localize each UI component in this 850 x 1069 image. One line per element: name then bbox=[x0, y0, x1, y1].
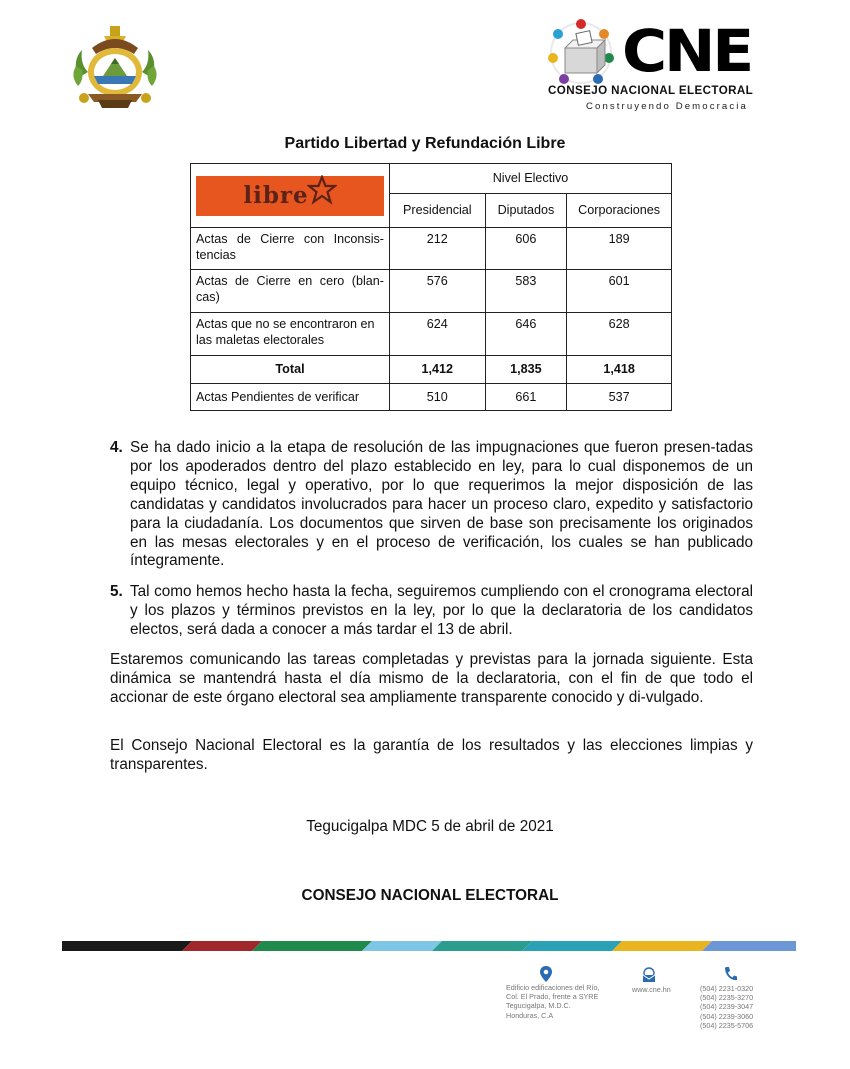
row-label: Actas de Cierre con Inconsis-tencias bbox=[191, 228, 390, 270]
cne-tagline: Construyendo Democracia bbox=[586, 101, 748, 112]
table-cell: 606 bbox=[485, 228, 567, 270]
pending-row bbox=[191, 384, 672, 411]
column-header-corporaciones: Corporaciones bbox=[567, 194, 672, 228]
table-cell: 646 bbox=[485, 313, 567, 356]
column-header-presidencial: Presidencial bbox=[390, 194, 486, 228]
libre-logo-text: libre bbox=[243, 181, 309, 209]
table-row bbox=[191, 228, 672, 270]
place-date: Tegucigalpa MDC 5 de abril de 2021 bbox=[306, 818, 554, 835]
row-label: Actas de Cierre en cero (blan-cas) bbox=[191, 270, 390, 313]
envelope-globe-icon bbox=[641, 967, 657, 985]
paragraph: El Consejo Nacional Electoral es la garantía de los resultados y las elecciones limpias y transparentes. bbox=[110, 737, 753, 773]
table-cell: 661 bbox=[485, 384, 567, 411]
table-row bbox=[191, 270, 672, 313]
total-row bbox=[191, 356, 672, 384]
item-number: 5. bbox=[110, 583, 123, 600]
cne-logo bbox=[542, 18, 782, 118]
item-number: 4. bbox=[110, 439, 123, 456]
footer-address: Edificio edificaciones del Río, Col. El Prado, frente a SYRE Tegucigalpa, M.D.C. Honduras, C.A bbox=[506, 983, 600, 1020]
libre-party-logo bbox=[196, 176, 384, 216]
footer-color-stripe bbox=[62, 941, 796, 951]
table-cell: 1,412 bbox=[390, 356, 486, 384]
table-cell: 601 bbox=[567, 270, 672, 313]
total-label: Total bbox=[191, 356, 390, 384]
table-cell: 510 bbox=[390, 384, 486, 411]
table-row bbox=[191, 313, 672, 356]
table-cell: 1,418 bbox=[567, 356, 672, 384]
table-cell: 628 bbox=[567, 313, 672, 356]
column-header-diputados: Diputados bbox=[485, 194, 567, 228]
item-text: Se ha dado inicio a la etapa de resolución de las impugnaciones que fueron presen-tadas por los apoderados dentro del plazo establecido en ley, para lo cual disponemos de un equipo técnico, legal y operativo, por lo que requerimos la mejor disposición de las candidatas y candidatos involucrados para hacer un proceso claro, expedito y satisfactorio para la ciudadanía. Los documentos que sirven de base son precisamente los originados en las mesas electorales y en el proceso de verificación, los cuales se han publicado íntegramente. bbox=[130, 439, 753, 570]
table-cell: 212 bbox=[390, 228, 486, 270]
footer-website[interactable]: www.cne.hn bbox=[632, 985, 671, 994]
cne-ballot-box-logo-icon bbox=[546, 18, 616, 88]
paragraph: Estaremos comunicando las tareas completadas y previstas para la jornada siguiente. Esta dinámica se mantendrá hasta el día mismo de la declaratoria, con el fin de que todo el accionar de este órgano electoral sea ampliamente transparente conocido y di-vulgado. bbox=[110, 651, 753, 706]
results-table bbox=[190, 163, 672, 411]
star-icon bbox=[307, 175, 337, 205]
row-label: Actas Pendientes de verificar bbox=[191, 384, 390, 411]
list-item bbox=[110, 583, 753, 640]
signature: CONSEJO NACIONAL ELECTORAL bbox=[301, 887, 559, 904]
phone-icon bbox=[722, 965, 738, 983]
document-title: Partido Libertad y Refundación Libre bbox=[284, 135, 566, 152]
list-item bbox=[110, 439, 753, 571]
table-cell: 1,835 bbox=[485, 356, 567, 384]
item-text: Tal como hemos hecho hasta la fecha, seguiremos cumpliendo con el cronograma electoral y los plazos y términos previstos en la ley, por lo que la declaratoria de los candidatos electos, será dada a conocer a más tardar el 13 de abril. bbox=[130, 583, 753, 638]
cne-full-name: CONSEJO NACIONAL ELECTORAL bbox=[548, 84, 754, 97]
party-logo-cell bbox=[191, 164, 390, 228]
row-label: Actas que no se encontraron en las maletas electorales bbox=[191, 313, 390, 356]
map-pin-icon bbox=[538, 965, 554, 983]
table-cell: 583 bbox=[485, 270, 567, 313]
cne-wordmark: CNE bbox=[622, 17, 752, 85]
table-cell: 537 bbox=[567, 384, 672, 411]
table-cell: 576 bbox=[390, 270, 486, 313]
table-cell: 624 bbox=[390, 313, 486, 356]
footer-phones: (504) 2231-0320 (504) 2235-3270 (504) 2239-3047 (504) 2239-3060 (504) 2235-5706 bbox=[700, 984, 754, 1030]
table-cell: 189 bbox=[567, 228, 672, 270]
nivel-electivo-header: Nivel Electivo bbox=[390, 164, 672, 194]
honduras-coat-of-arms-icon bbox=[70, 20, 160, 112]
